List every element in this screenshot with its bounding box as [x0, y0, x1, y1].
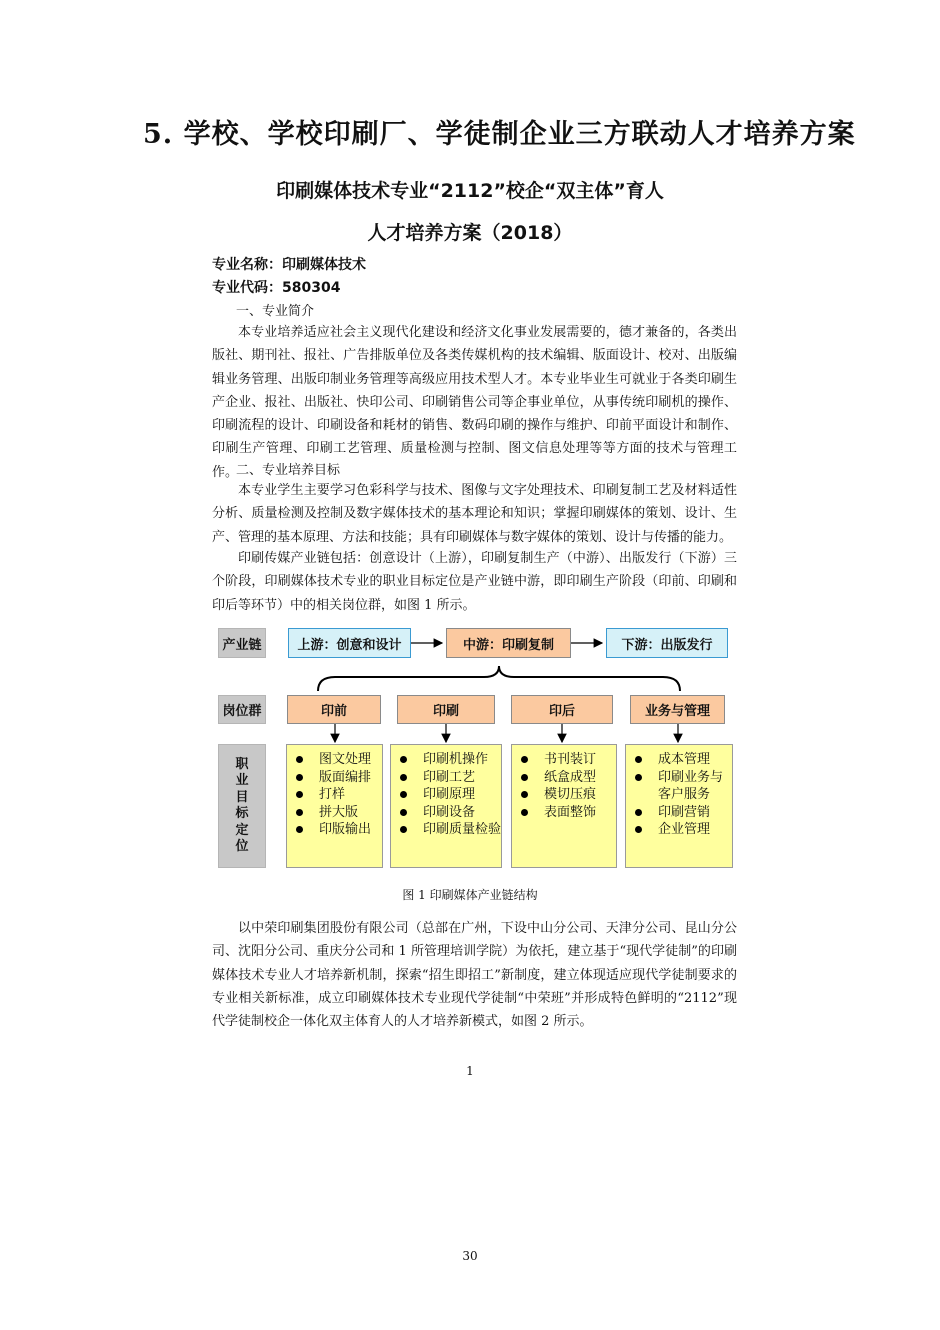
list-item: 印刷质量检验: [397, 821, 501, 839]
group-box-postpress: 印后: [511, 695, 613, 724]
row-label-career-target: [218, 744, 266, 868]
closing-paragraph: 以中荣印刷集团股份有限公司（总部在广州，下设中山分公司、天津分公司、昆山分公司、沈阳分公司、重庆分公司和 1 所管理培训学院）为依托，建立基于“现代学徒制”的印刷媒体技术专业人才培养新机制，探索“招生即招工”新制度，建立体现适应现代学徒制要求的专业相关新标准，成立印刷媒体技术专业现代学徒制“中荣班”并形成特色鲜明的“2112”现代学徒制校企一体化双主体育人的人才培养新模式，如图 2 所示。: [212, 921, 737, 1030]
list-item: 拼大版: [293, 804, 382, 822]
career-target-char: 定: [235, 822, 249, 838]
industry-chain-paragraph: 印刷传媒产业链包括：创意设计（上游），印刷复制生产（中游）、出版发行（下游）三个阶段，印刷媒体技术专业的职业目标定位是产业链中游，即印刷生产阶段（印前、印刷和印后等环节）中的相关岗位群，如图 1 所示。: [212, 551, 737, 613]
group-box-prepress: 印前: [287, 695, 381, 724]
list-item: 印版输出: [293, 821, 382, 839]
row-label-job-group: 岗位群: [218, 695, 266, 724]
list-item: 成本管理: [632, 751, 732, 769]
midstream-box: 中游：印刷复制: [446, 628, 571, 658]
upstream-box: 上游：创意和设计: [288, 628, 411, 658]
list-item: 印刷机操作: [397, 751, 501, 769]
list-item: 企业管理: [632, 821, 732, 839]
major-name: 专业名称：印刷媒体技术: [212, 257, 366, 273]
list-item: 打样: [293, 786, 382, 804]
career-target-char: 业: [235, 773, 249, 788]
career-target-char: 职: [235, 756, 249, 772]
group-box-printing: 印刷: [397, 695, 495, 724]
job-list-printing: [390, 744, 502, 868]
list-item: 印刷业务与客户服务: [632, 769, 732, 804]
row-label-industry-chain: 产业链: [218, 628, 266, 658]
job-list-postpress: [511, 744, 617, 868]
inner-page-number: 1: [466, 1064, 474, 1078]
list-item: 版面编排: [293, 769, 382, 787]
list-item: 图文处理: [293, 751, 382, 769]
list-item: 纸盒成型: [518, 769, 616, 787]
career-target-char: 位: [235, 839, 249, 854]
major-code: 专业代码：580304: [212, 280, 341, 296]
career-target-char: 标: [235, 806, 249, 821]
document-title-line2: 人才培养方案（2018）: [367, 222, 573, 244]
list-item: 书刊装订: [518, 751, 616, 769]
group-box-management: 业务与管理: [630, 695, 725, 724]
job-list-management: [625, 744, 733, 868]
career-target-char: 目: [235, 789, 249, 805]
group-brace: [318, 666, 680, 691]
downstream-box: 下游：出版发行: [606, 628, 728, 658]
document-title-line1: 印刷媒体技术专业“2112”校企“双主体”育人: [276, 180, 664, 202]
list-item: 印刷营销: [632, 804, 732, 822]
section2-title: 二、专业培养目标: [236, 463, 341, 478]
section1-paragraph: 本专业培养适应社会主义现代化建设和经济文化事业发展需要的，德才兼备的，各类出版社、期刊社、报社、广告排版单位及各类传媒机构的技术编辑、版面设计、校对、出版编辑业务管理、出版印制业务管理等高级应用技术型人才。本专业毕业生可就业于各类印刷生产企业、报社、出版社、快印公司、印刷销售公司等企事业单位，从事传统印刷机的操作、印刷流程的设计、印刷设备和耗材的销售、数码印刷的操作与维护、印前平面设计和制作、印刷生产管理、印刷工艺管理、质量检测与控制、图文信息处理等等方面的技术与管理工作。: [212, 325, 737, 480]
list-item: 印刷原理: [397, 786, 501, 804]
section1-title: 一、专业简介: [236, 304, 315, 319]
section-heading: 5. 学校、学校印刷厂、学徒制企业三方联动人才培养方案: [143, 119, 856, 150]
job-list-prepress: [286, 744, 383, 868]
section2-paragraph: 本专业学生主要学习色彩科学与技术、图像与文字处理技术、印刷复制工艺及材料适性分析、质量检测及控制及数字媒体技术的基本理论和知识；掌握印刷媒体的策划、设计、生产、管理的基本原理、方法和技能；具有印刷媒体与数字媒体的策划、设计与传播的能力。: [212, 483, 737, 545]
list-item: 印刷设备: [397, 804, 501, 822]
figure-caption: 图 1 印刷媒体产业链结构: [402, 888, 538, 902]
list-item: 模切压痕: [518, 786, 616, 804]
list-item: 印刷工艺: [397, 769, 501, 787]
page-number: 30: [462, 1249, 478, 1263]
list-item: 表面整饰: [518, 804, 616, 822]
